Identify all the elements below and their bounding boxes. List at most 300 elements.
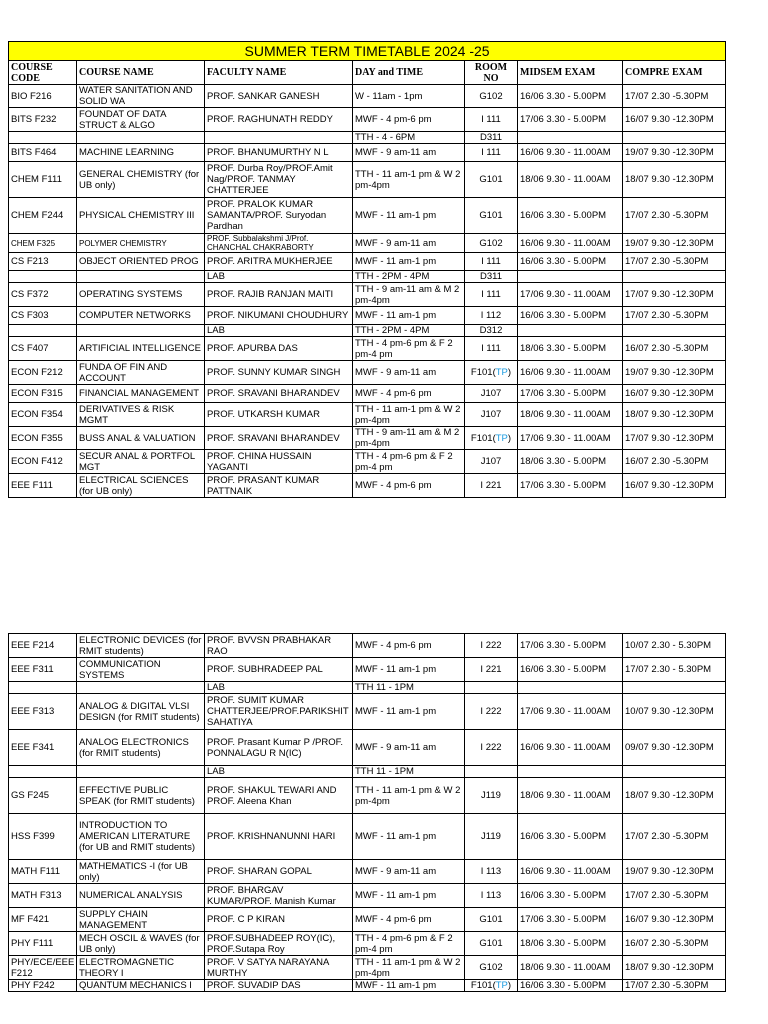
course-name-cell — [77, 385, 205, 403]
course-name: ELECTROMAGNETIC THEORY I — [79, 956, 175, 979]
table-row — [9, 234, 726, 253]
room-no-cell — [465, 132, 518, 144]
course-code: CHEM F244 — [11, 210, 64, 221]
day-time-cell — [353, 271, 465, 283]
compre-exam-cell — [623, 814, 726, 860]
room-no-cell — [465, 694, 518, 730]
compre-exam: 16/07 2.30 -5.30PM — [625, 938, 709, 949]
day-time-cell — [353, 658, 465, 682]
day-time: MWF - 4 pm-6 pm — [355, 640, 432, 651]
faculty-name: PROF. SUNNY KUMAR SINGH — [207, 367, 341, 378]
day-time-cell — [353, 956, 465, 980]
compre-exam: 18/07 9.30 -12.30PM — [625, 962, 714, 973]
course-name: GENERAL CHEMISTRY (for UB only) — [79, 168, 200, 191]
day-time: TTH - 9 am-11 am & M 2 pm-4pm — [355, 283, 460, 306]
course-name-cell — [77, 694, 205, 730]
room-no: J119 — [481, 831, 501, 842]
course-code: ECON F212 — [11, 367, 63, 378]
day-time-cell — [353, 694, 465, 730]
midsem-exam-cell — [518, 198, 623, 234]
course-code-cell — [9, 271, 77, 283]
day-time-cell — [353, 730, 465, 766]
course-code: MF F421 — [11, 914, 50, 925]
compre-exam: 16/07 2.30 -5.30PM — [625, 456, 709, 467]
course-name: DERIVATIVES & RISK MGMT — [79, 403, 175, 426]
faculty-name: PROF. SRAVANI BHARANDEV — [207, 388, 340, 399]
room-no: J107 — [480, 388, 502, 399]
compre-exam-cell — [623, 162, 726, 198]
table-row — [9, 361, 726, 385]
room-no-cell — [465, 283, 518, 307]
room-no: G101 — [479, 938, 503, 949]
course-code-cell — [9, 908, 77, 932]
day-time: MWF - 11 am-1 pm — [355, 890, 437, 901]
table-row — [9, 932, 726, 956]
table-row — [9, 450, 726, 474]
faculty-name: PROF. Subbalakshmi J/Prof. CHANCHAL CHAKRABORTY — [207, 234, 314, 252]
timetable-body-2 — [9, 634, 726, 992]
room-no-cell — [465, 682, 518, 694]
course-name-cell — [77, 234, 205, 253]
room-no: I 111 — [481, 343, 501, 354]
midsem-exam-cell — [518, 234, 623, 253]
midsem-exam: 17/06 3.30 - 5.00PM — [520, 640, 607, 651]
midsem-exam-cell — [518, 361, 623, 385]
day-time-cell — [353, 325, 465, 337]
table-row — [9, 162, 726, 198]
room-no: D312 — [479, 325, 503, 336]
midsem-exam-cell — [518, 730, 623, 766]
page-title: SUMMER TERM TIMETABLE 2024 -25 — [9, 42, 726, 61]
day-time: MWF - 11 am-1 pm — [355, 664, 437, 675]
course-name: INTRODUCTION TO AMERICAN LITERATURE (for UB and RMIT students) — [79, 820, 195, 853]
faculty-name: PROF. KRISHNANUNNI HARI — [207, 831, 336, 842]
faculty-name-cell — [205, 385, 353, 403]
midsem-exam-cell — [518, 682, 623, 694]
compre-exam: 09/07 9.30 -12.30PM — [625, 742, 714, 753]
midsem-exam: 17/06 9.30 - 11.00AM — [520, 706, 611, 717]
compre-exam-cell — [623, 694, 726, 730]
faculty-name-cell — [205, 234, 353, 253]
faculty-name: PROF. CHINA HUSSAIN YAGANTI — [207, 450, 312, 473]
room-no-cell — [465, 325, 518, 337]
course-name-cell — [77, 403, 205, 427]
table-row — [9, 730, 726, 766]
room-no-cell — [465, 814, 518, 860]
course-code-cell — [9, 860, 77, 884]
course-name: MECH OSCIL & WAVES (for UB only) — [79, 932, 200, 955]
faculty-name-cell — [205, 884, 353, 908]
faculty-name: LAB — [207, 325, 225, 336]
day-time: MWF - 11 am-1 pm — [355, 210, 437, 221]
compre-exam-cell — [623, 980, 726, 992]
table-row — [9, 474, 726, 498]
room-no-cell — [465, 634, 518, 658]
day-time-cell — [353, 766, 465, 778]
course-code-cell — [9, 307, 77, 325]
course-name: MATHEMATICS -I (for UB only) — [79, 860, 188, 883]
room-no-cell — [465, 658, 518, 682]
day-time: MWF - 9 am-11 am — [355, 237, 437, 249]
faculty-name-cell — [205, 403, 353, 427]
faculty-name: PROF. PRASANT KUMAR PATTNAIK — [207, 474, 320, 497]
header-faculty-name: FACULTY NAME — [205, 61, 353, 85]
course-name-cell — [77, 658, 205, 682]
faculty-name-cell — [205, 427, 353, 450]
course-code: BITS F464 — [11, 147, 57, 158]
course-code: MATH F313 — [11, 890, 62, 901]
compre-exam: 19/07 9.30 -12.30PM — [625, 866, 714, 877]
course-name: ARTIFICIAL INTELLIGENCE — [79, 343, 201, 354]
course-name: ELECTRONIC DEVICES (for RMIT students) — [79, 634, 202, 657]
compre-exam-cell — [623, 908, 726, 932]
room-tag: TP — [495, 367, 508, 378]
course-code-cell — [9, 325, 77, 337]
day-time: MWF - 4 pm-6 pm — [355, 480, 432, 491]
compre-exam: 19/07 9.30 -12.30PM — [625, 237, 714, 249]
day-time-cell — [353, 132, 465, 144]
day-time: TTH - 4 pm-6 pm & F 2 pm-4 pm — [355, 932, 453, 955]
faculty-name-cell — [205, 766, 353, 778]
room-no-cell — [465, 271, 518, 283]
day-time: MWF - 9 am-11 am — [355, 147, 437, 158]
room-no: I 113 — [480, 890, 502, 901]
compre-exam-cell — [623, 932, 726, 956]
compre-exam: 18/07 9.30 -12.30PM — [625, 409, 714, 420]
course-name: NUMERICAL ANALYSIS — [79, 890, 183, 901]
table-row — [9, 85, 726, 108]
faculty-name: PROF. SANKAR GANESH — [207, 90, 320, 102]
course-name-cell — [77, 956, 205, 980]
midsem-exam: 16/06 9.30 - 11.00AM — [520, 866, 611, 877]
midsem-exam: 16/06 3.30 - 5.00PM — [520, 890, 607, 901]
faculty-name-cell — [205, 271, 353, 283]
course-name-cell — [77, 144, 205, 162]
room-no-cell — [465, 403, 518, 427]
faculty-name-cell — [205, 450, 353, 474]
compre-exam: 17/07 2.30 - 5.30PM — [625, 664, 712, 675]
room-no: I 222 — [480, 706, 502, 717]
room-no-cell — [465, 778, 518, 814]
day-time-cell — [353, 403, 465, 427]
midsem-exam-cell — [518, 658, 623, 682]
day-time-cell — [353, 162, 465, 198]
header-course-name: COURSE NAME — [77, 61, 205, 85]
course-name-cell — [77, 908, 205, 932]
day-time-cell — [353, 198, 465, 234]
midsem-exam-cell — [518, 108, 623, 132]
faculty-name: PROF. C P KIRAN — [207, 914, 285, 925]
course-code-cell — [9, 474, 77, 498]
room-no-cell — [465, 385, 518, 403]
day-time-cell — [353, 778, 465, 814]
header-room-no: ROOM NO — [465, 61, 518, 85]
course-name: EFFECTIVE PUBLIC SPEAK (for RMIT students) — [79, 784, 195, 807]
room-no: G101 — [479, 174, 503, 185]
room-no-cell — [465, 860, 518, 884]
midsem-exam: 17/06 9.30 - 11.00AM — [520, 289, 611, 300]
day-time-cell — [353, 474, 465, 498]
compre-exam: 17/07 2.30 -5.30PM — [625, 831, 709, 842]
room-no-cell: F101(TP) — [465, 427, 518, 450]
day-time: W - 11am - 1pm — [355, 90, 423, 102]
faculty-name-cell — [205, 325, 353, 337]
room-no: J107 — [480, 456, 502, 467]
day-time: MWF - 11 am-1 pm — [355, 706, 437, 717]
room-no-cell: F101(TP) — [465, 980, 518, 992]
course-code: BITS F232 — [11, 114, 57, 125]
course-code: CHEM F111 — [11, 174, 62, 185]
compre-exam-cell — [623, 682, 726, 694]
course-code: EEE F313 — [11, 706, 55, 717]
course-name: FUNDA OF FIN AND ACCOUNT — [79, 361, 168, 384]
faculty-name: PROF. SRAVANI BHARANDEV — [207, 432, 340, 444]
midsem-exam: 17/06 3.30 - 5.00PM — [520, 114, 607, 125]
day-time-cell — [353, 634, 465, 658]
table-row — [9, 908, 726, 932]
room-no: F101 — [470, 432, 493, 444]
day-time-cell — [353, 361, 465, 385]
course-code: CS F213 — [11, 256, 49, 267]
course-name-cell — [77, 271, 205, 283]
midsem-exam-cell — [518, 860, 623, 884]
table-row — [9, 884, 726, 908]
course-code: EEE F311 — [11, 664, 54, 675]
table-row — [9, 403, 726, 427]
midsem-exam-cell — [518, 908, 623, 932]
day-time: TTH - 11 am-1 pm & W 2 pm-4pm — [355, 956, 461, 979]
midsem-exam: 16/06 9.30 - 11.00AM — [520, 742, 611, 753]
course-name: QUANTUM MECHANICS I — [79, 980, 192, 991]
course-name: BUSS ANAL & VALUATION — [79, 432, 196, 444]
table-row — [9, 814, 726, 860]
course-name-cell — [77, 450, 205, 474]
header-midsem-exam: MIDSEM EXAM — [518, 61, 623, 85]
course-code: PHY/ECE/EEE F212 — [11, 956, 75, 979]
midsem-exam-cell — [518, 403, 623, 427]
room-no: G101 — [479, 210, 503, 221]
course-name-cell — [77, 198, 205, 234]
course-name: COMMUNICATION SYSTEMS — [79, 658, 161, 681]
faculty-name-cell — [205, 361, 353, 385]
course-code: PHY F111 — [11, 938, 54, 949]
faculty-name: PROF. SHAKUL TEWARI AND PROF. Aleena Khan — [207, 784, 337, 807]
midsem-exam-cell — [518, 325, 623, 337]
course-name: FOUNDAT OF DATA STRUCT & ALGO — [79, 108, 166, 131]
course-code-cell — [9, 658, 77, 682]
course-name: SECUR ANAL & PORTFOL MGT — [79, 450, 195, 473]
day-time-cell — [353, 427, 465, 450]
midsem-exam-cell — [518, 634, 623, 658]
faculty-name-cell — [205, 132, 353, 144]
compre-exam-cell — [623, 234, 726, 253]
day-time-cell — [353, 253, 465, 271]
day-time: TTH - 4 - 6PM — [355, 132, 416, 143]
faculty-name-cell — [205, 682, 353, 694]
compre-exam: 17/07 9.30 -12.30PM — [625, 432, 714, 444]
day-time-cell — [353, 144, 465, 162]
table-row — [9, 307, 726, 325]
day-time-cell — [353, 860, 465, 884]
compre-exam-cell — [623, 956, 726, 980]
midsem-exam-cell — [518, 144, 623, 162]
table-row — [9, 198, 726, 234]
course-name: PHYSICAL CHEMISTRY III — [79, 210, 195, 221]
faculty-name: PROF. NIKUMANI CHOUDHURY — [207, 310, 349, 321]
room-no: I 111 — [481, 289, 501, 300]
day-time: TTH - 11 am-1 pm & W 2 pm-4pm — [355, 784, 461, 807]
day-time: MWF - 11 am-1 pm — [355, 831, 437, 842]
table-row — [9, 658, 726, 682]
room-no-cell — [465, 956, 518, 980]
midsem-exam: 16/06 3.30 - 5.00PM — [520, 980, 607, 991]
compre-exam-cell — [623, 766, 726, 778]
room-no: I 113 — [480, 866, 502, 877]
course-code: BIO F216 — [11, 90, 52, 102]
faculty-name-cell — [205, 253, 353, 271]
day-time: MWF - 11 am-1 pm — [355, 310, 437, 321]
compre-exam-cell — [623, 860, 726, 884]
room-no-cell — [465, 144, 518, 162]
room-no-cell — [465, 85, 518, 108]
day-time-cell — [353, 307, 465, 325]
room-no: G101 — [479, 914, 503, 925]
course-code-cell — [9, 144, 77, 162]
compre-exam-cell — [623, 271, 726, 283]
faculty-name-cell — [205, 108, 353, 132]
course-name: OPERATING SYSTEMS — [79, 289, 183, 300]
course-name-cell — [77, 474, 205, 498]
room-no: D311 — [479, 132, 502, 143]
room-no-cell — [465, 766, 518, 778]
table-row — [9, 980, 726, 992]
course-name-cell — [77, 337, 205, 361]
day-time: MWF - 11 am-1 pm — [355, 256, 437, 267]
midsem-exam: 16/06 3.30 - 5.00PM — [520, 310, 607, 321]
compre-exam-cell — [623, 730, 726, 766]
course-name-cell — [77, 884, 205, 908]
course-code: EEE F214 — [11, 640, 55, 651]
table-row — [9, 144, 726, 162]
course-code: ECON F412 — [11, 456, 63, 467]
course-code: GS F245 — [11, 790, 50, 801]
course-code-cell — [9, 283, 77, 307]
compre-exam: 10/07 2.30 - 5.30PM — [625, 640, 712, 651]
course-name-cell — [77, 682, 205, 694]
midsem-exam-cell — [518, 427, 623, 450]
course-code-cell — [9, 778, 77, 814]
room-no-cell — [465, 108, 518, 132]
room-no: G102 — [479, 237, 503, 249]
day-time: MWF - 9 am-11 am — [355, 367, 437, 378]
faculty-name-cell — [205, 307, 353, 325]
compre-exam: 18/07 9.30 -12.30PM — [625, 174, 714, 185]
compre-exam-cell — [623, 403, 726, 427]
course-code-cell — [9, 682, 77, 694]
compre-exam: 17/07 2.30 -5.30PM — [625, 890, 709, 901]
day-time: TTH - 4 pm-6 pm & F 2 pm-4 pm — [355, 450, 453, 473]
midsem-exam-cell — [518, 337, 623, 361]
course-code-cell — [9, 385, 77, 403]
day-time: MWF - 11 am-1 pm — [355, 980, 437, 991]
room-no-cell — [465, 884, 518, 908]
compre-exam-cell — [623, 450, 726, 474]
day-time-cell — [353, 814, 465, 860]
course-code-cell — [9, 132, 77, 144]
room-tag: TP — [495, 980, 508, 991]
compre-exam-cell — [623, 144, 726, 162]
compre-exam: 19/07 9.30 -12.30PM — [625, 367, 714, 378]
course-code-cell — [9, 634, 77, 658]
faculty-name: PROF. SUBHRADEEP PAL — [207, 664, 323, 675]
day-time: MWF - 4 pm-6 pm — [355, 388, 432, 399]
faculty-name: PROF. V SATYA NARAYANA MURTHY — [207, 956, 329, 979]
course-name-cell — [77, 85, 205, 108]
compre-exam: 10/07 9.30 -12.30PM — [625, 706, 714, 717]
room-no-cell — [465, 307, 518, 325]
compre-exam: 17/07 2.30 -5.30PM — [625, 980, 709, 991]
midsem-exam: 17/06 3.30 - 5.00PM — [520, 388, 607, 399]
faculty-name-cell — [205, 658, 353, 682]
compre-exam-cell — [623, 283, 726, 307]
faculty-name: PROF. RAGHUNATH REDDY — [207, 114, 333, 125]
compre-exam: 17/07 2.30 -5.30PM — [625, 210, 709, 221]
compre-exam-cell — [623, 884, 726, 908]
course-name: OBJECT ORIENTED PROG — [79, 256, 199, 267]
room-no: I 222 — [480, 742, 502, 753]
course-name-cell — [77, 766, 205, 778]
room-no: J119 — [481, 790, 501, 801]
table-row — [9, 385, 726, 403]
compre-exam-cell — [623, 658, 726, 682]
table-row — [9, 778, 726, 814]
course-name: ANALOG & DIGITAL VLSI DESIGN (for RMIT students) — [79, 700, 200, 723]
midsem-exam: 18/06 9.30 - 11.00AM — [520, 790, 611, 801]
course-name-cell — [77, 634, 205, 658]
compre-exam-cell — [623, 337, 726, 361]
day-time-cell — [353, 980, 465, 992]
course-code-cell — [9, 427, 77, 450]
faculty-name-cell — [205, 730, 353, 766]
midsem-exam: 16/06 3.30 - 5.00PM — [520, 90, 607, 102]
faculty-name: PROF. Prasant Kumar P /PROF. PONNALAGU R N(IC) — [207, 736, 344, 759]
course-code-cell — [9, 234, 77, 253]
table-row — [9, 132, 726, 144]
table-row — [9, 682, 726, 694]
course-code-cell — [9, 694, 77, 730]
faculty-name-cell — [205, 474, 353, 498]
course-name-cell — [77, 132, 205, 144]
course-code-cell — [9, 361, 77, 385]
midsem-exam-cell — [518, 307, 623, 325]
midsem-exam: 18/06 9.30 - 11.00AM — [520, 174, 611, 185]
midsem-exam-cell — [518, 132, 623, 144]
faculty-name: PROF. SHARAN GOPAL — [207, 866, 312, 877]
day-time-cell — [353, 283, 465, 307]
room-no-cell — [465, 730, 518, 766]
compre-exam-cell — [623, 778, 726, 814]
table-row — [9, 325, 726, 337]
course-name-cell — [77, 730, 205, 766]
course-name: FINANCIAL MANAGEMENT — [79, 388, 199, 399]
room-no-cell: F101(TP) — [465, 361, 518, 385]
room-no-cell — [465, 450, 518, 474]
timetable-page-2 — [8, 633, 726, 992]
midsem-exam-cell — [518, 932, 623, 956]
faculty-name: PROF. SUMIT KUMAR CHATTERJEE/PROF.PARIKSHIT SAHATIYA — [207, 695, 349, 728]
compre-exam-cell — [623, 427, 726, 450]
course-name-cell — [77, 427, 205, 450]
